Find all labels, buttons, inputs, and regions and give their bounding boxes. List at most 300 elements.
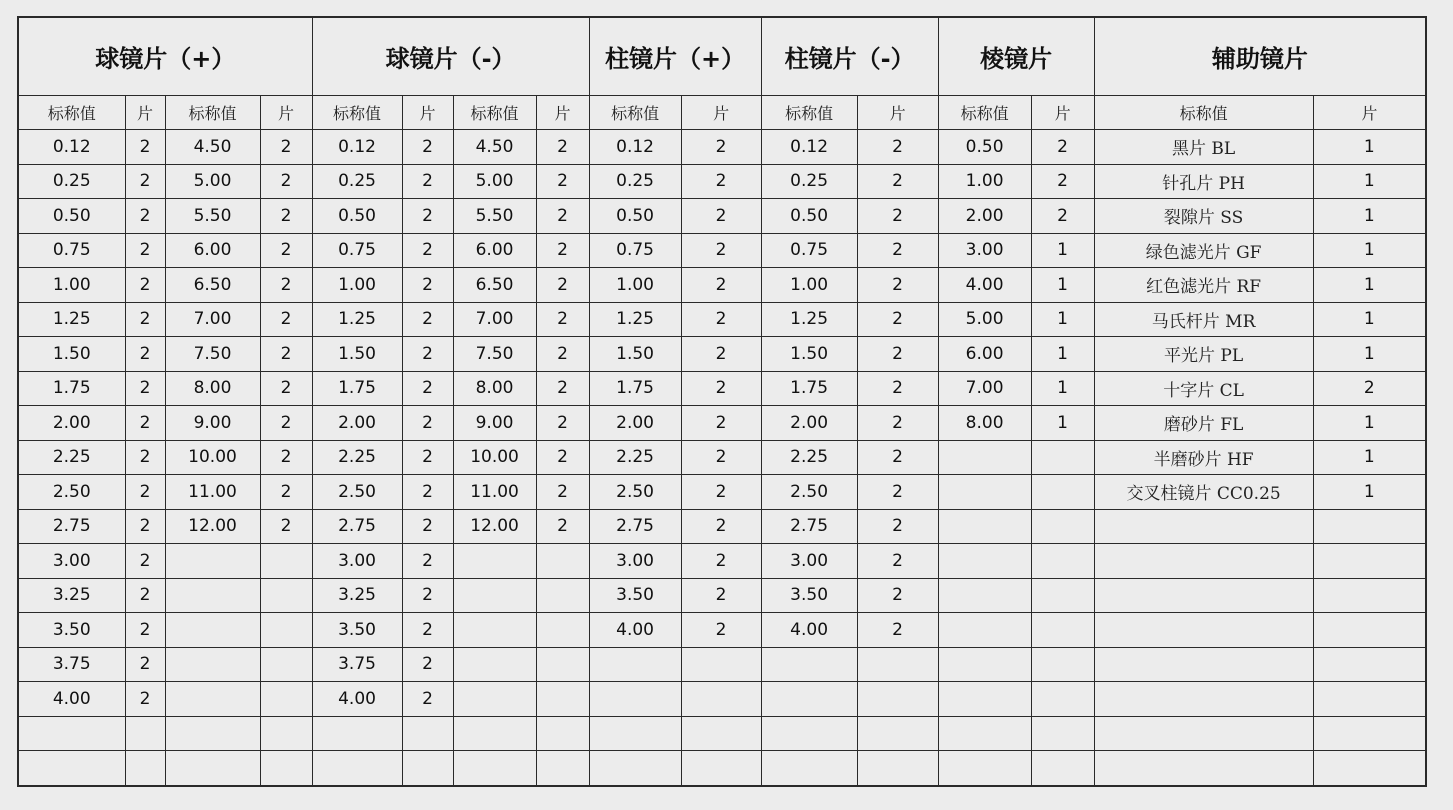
table-cell	[165, 647, 260, 682]
table-cell: 2	[536, 302, 589, 337]
table-cell: 2.75	[589, 509, 681, 544]
table-cell: 2	[402, 682, 453, 717]
table-row	[18, 647, 1426, 682]
table-cell: 7.50	[165, 337, 260, 372]
table-cell: 8.00	[938, 406, 1031, 441]
table-cell: 1.00	[18, 268, 125, 303]
table-cell: 2	[402, 647, 453, 682]
table-cell: 2	[260, 475, 312, 510]
table-cell: 0.50	[312, 199, 402, 234]
table-cell	[1031, 716, 1094, 751]
table-row	[18, 268, 1426, 303]
table-cell: 2	[681, 613, 761, 648]
table-cell	[536, 716, 589, 751]
table-cell	[1031, 647, 1094, 682]
table-cell: 1	[1313, 475, 1426, 510]
table-cell: 2	[125, 302, 165, 337]
table-cell: 0.25	[589, 164, 681, 199]
table-cell: 1	[1313, 130, 1426, 165]
table-cell: 7.00	[165, 302, 260, 337]
table-cell	[536, 682, 589, 717]
table-row	[18, 682, 1426, 717]
table-cell	[1031, 544, 1094, 579]
table-cell: 0.12	[312, 130, 402, 165]
table-cell: 2	[260, 268, 312, 303]
table-cell: 1	[1031, 302, 1094, 337]
table-cell	[938, 544, 1031, 579]
column-header-count: 片	[260, 96, 312, 130]
table-cell: 1	[1031, 233, 1094, 268]
table-cell	[857, 716, 938, 751]
table-cell	[260, 751, 312, 786]
table-cell: 2.75	[761, 509, 857, 544]
table-cell: 2	[125, 130, 165, 165]
table-row	[18, 440, 1426, 475]
table-cell	[453, 682, 536, 717]
table-cell: 1.75	[312, 371, 402, 406]
table-cell	[681, 716, 761, 751]
table-cell: 3.25	[312, 578, 402, 613]
table-cell: 2	[536, 406, 589, 441]
table-cell: 2	[125, 199, 165, 234]
table-cell: 2.25	[18, 440, 125, 475]
table-cell: 1.25	[312, 302, 402, 337]
table-cell: 2	[402, 164, 453, 199]
table-row	[18, 509, 1426, 544]
table-cell: 5.50	[453, 199, 536, 234]
table-cell: 1.25	[589, 302, 681, 337]
table-cell: 2	[857, 440, 938, 475]
table-cell: 8.00	[165, 371, 260, 406]
table-cell: 2	[536, 164, 589, 199]
table-cell: 3.50	[18, 613, 125, 648]
table-cell: 1	[1313, 233, 1426, 268]
table-cell: 7.00	[453, 302, 536, 337]
column-header-nominal: 标称值	[589, 96, 681, 130]
table-row	[18, 130, 1426, 165]
table-cell: 2	[402, 233, 453, 268]
table-cell	[1094, 716, 1313, 751]
table-cell: 6.50	[453, 268, 536, 303]
table-cell	[1094, 509, 1313, 544]
table-cell	[536, 613, 589, 648]
table-cell: 十字片 CL	[1094, 371, 1313, 406]
table-cell: 5.50	[165, 199, 260, 234]
table-cell: 1.00	[938, 164, 1031, 199]
table-cell: 2	[681, 406, 761, 441]
table-cell	[18, 751, 125, 786]
table-cell: 2	[681, 233, 761, 268]
table-row	[18, 406, 1426, 441]
table-cell	[589, 682, 681, 717]
table-cell: 1.75	[589, 371, 681, 406]
table-cell: 2	[681, 440, 761, 475]
table-cell: 1	[1313, 302, 1426, 337]
table-cell: 1.50	[589, 337, 681, 372]
table-cell	[681, 751, 761, 786]
group-header-row	[18, 17, 1426, 96]
table-cell: 4.00	[938, 268, 1031, 303]
column-header-count: 片	[857, 96, 938, 130]
table-cell	[589, 647, 681, 682]
table-cell: 1	[1031, 268, 1094, 303]
table-cell: 2.00	[589, 406, 681, 441]
table-cell: 2	[681, 509, 761, 544]
table-cell: 5.00	[165, 164, 260, 199]
table-cell: 3.00	[761, 544, 857, 579]
table-cell: 1.25	[18, 302, 125, 337]
table-cell: 2	[125, 406, 165, 441]
table-cell	[938, 475, 1031, 510]
table-cell: 7.50	[453, 337, 536, 372]
table-cell	[453, 716, 536, 751]
table-cell: 交叉柱镜片 CC0.25	[1094, 475, 1313, 510]
table-cell	[589, 716, 681, 751]
group-header: 球镜片（-）	[312, 17, 589, 96]
table-cell: 4.50	[165, 130, 260, 165]
table-cell: 半磨砂片 HF	[1094, 440, 1313, 475]
table-cell	[938, 647, 1031, 682]
table-cell	[1313, 613, 1426, 648]
table-cell	[1031, 475, 1094, 510]
table-cell	[938, 751, 1031, 786]
table-cell	[857, 647, 938, 682]
table-cell: 2	[857, 337, 938, 372]
group-header: 球镜片（+）	[18, 17, 312, 96]
table-cell: 2.50	[761, 475, 857, 510]
table-cell: 2	[1031, 130, 1094, 165]
table-cell	[1094, 682, 1313, 717]
table-cell: 2	[857, 578, 938, 613]
table-cell: 绿色滤光片 GF	[1094, 233, 1313, 268]
table-cell	[1031, 578, 1094, 613]
table-cell: 2	[260, 164, 312, 199]
table-row	[18, 716, 1426, 751]
table-cell	[453, 751, 536, 786]
group-header: 辅助镜片	[1094, 17, 1426, 96]
table-row	[18, 199, 1426, 234]
table-cell: 8.00	[453, 371, 536, 406]
table-cell: 2	[857, 164, 938, 199]
table-cell: 2.00	[761, 406, 857, 441]
table-cell: 0.50	[938, 130, 1031, 165]
table-cell: 1	[1031, 371, 1094, 406]
table-cell: 2.00	[312, 406, 402, 441]
column-header-nominal: 标称值	[938, 96, 1031, 130]
table-cell: 3.50	[312, 613, 402, 648]
table-cell	[681, 647, 761, 682]
table-cell	[938, 613, 1031, 648]
table-cell	[260, 716, 312, 751]
table-cell: 针孔片 PH	[1094, 164, 1313, 199]
table-cell: 2.50	[312, 475, 402, 510]
table-cell: 1.00	[312, 268, 402, 303]
table-cell	[938, 682, 1031, 717]
table-cell	[938, 578, 1031, 613]
table-cell: 2	[536, 475, 589, 510]
table-cell: 2	[125, 371, 165, 406]
table-cell: 0.75	[18, 233, 125, 268]
trial-lens-table	[17, 16, 1427, 787]
table-cell: 2	[1031, 164, 1094, 199]
table-cell	[165, 682, 260, 717]
table-cell: 2.50	[589, 475, 681, 510]
table-row	[18, 302, 1426, 337]
table-cell: 2	[125, 544, 165, 579]
table-cell: 2	[681, 164, 761, 199]
table-cell: 1	[1313, 268, 1426, 303]
table-cell: 1.50	[312, 337, 402, 372]
table-cell	[125, 751, 165, 786]
table-cell	[402, 716, 453, 751]
table-cell: 2	[260, 440, 312, 475]
table-cell	[1031, 613, 1094, 648]
table-cell: 2	[681, 337, 761, 372]
table-cell: 2	[402, 406, 453, 441]
group-header: 柱镜片（+）	[589, 17, 761, 96]
column-header-count: 片	[1313, 96, 1426, 130]
table-cell	[938, 716, 1031, 751]
table-cell	[1031, 682, 1094, 717]
table-cell	[1094, 544, 1313, 579]
table-cell: 1.75	[761, 371, 857, 406]
table-cell: 12.00	[453, 509, 536, 544]
table-cell: 2	[402, 509, 453, 544]
table-cell	[453, 613, 536, 648]
table-cell	[938, 509, 1031, 544]
table-cell: 6.00	[165, 233, 260, 268]
table-cell: 3.50	[589, 578, 681, 613]
table-cell: 2	[260, 233, 312, 268]
table-cell: 9.00	[453, 406, 536, 441]
table-cell: 2	[536, 509, 589, 544]
table-row	[18, 233, 1426, 268]
table-row	[18, 337, 1426, 372]
table-cell	[260, 682, 312, 717]
table-cell	[761, 682, 857, 717]
table-cell	[536, 751, 589, 786]
table-cell: 2	[402, 302, 453, 337]
table-cell: 9.00	[165, 406, 260, 441]
table-row	[18, 751, 1426, 786]
table-cell: 0.75	[312, 233, 402, 268]
table-cell: 裂隙片 SS	[1094, 199, 1313, 234]
column-header-count: 片	[125, 96, 165, 130]
table-cell: 2	[402, 371, 453, 406]
table-cell	[312, 716, 402, 751]
table-cell	[18, 716, 125, 751]
table-cell: 1	[1313, 440, 1426, 475]
table-cell	[857, 751, 938, 786]
table-cell: 1.75	[18, 371, 125, 406]
table-cell	[125, 716, 165, 751]
table-body	[18, 130, 1426, 786]
table-cell: 2	[402, 475, 453, 510]
table-cell: 10.00	[453, 440, 536, 475]
table-cell: 2	[125, 647, 165, 682]
table-cell: 2	[402, 440, 453, 475]
table-cell: 6.00	[938, 337, 1031, 372]
table-cell	[1094, 751, 1313, 786]
table-cell: 2	[857, 199, 938, 234]
table-cell	[260, 578, 312, 613]
table-cell: 2	[536, 199, 589, 234]
table-cell: 2	[857, 268, 938, 303]
table-cell: 2	[125, 475, 165, 510]
table-cell: 2	[260, 199, 312, 234]
table-cell: 2	[681, 475, 761, 510]
table-cell: 2	[125, 337, 165, 372]
column-header-count: 片	[536, 96, 589, 130]
table-cell: 4.00	[761, 613, 857, 648]
table-cell: 2	[536, 337, 589, 372]
table-cell: 3.00	[589, 544, 681, 579]
table-cell	[1313, 682, 1426, 717]
table-cell	[312, 751, 402, 786]
table-cell: 0.50	[18, 199, 125, 234]
table-cell: 3.75	[312, 647, 402, 682]
table-row	[18, 613, 1426, 648]
table-cell: 2	[857, 544, 938, 579]
table-cell: 2	[125, 440, 165, 475]
table-cell: 1	[1313, 199, 1426, 234]
table-cell: 12.00	[165, 509, 260, 544]
table-cell: 1	[1313, 164, 1426, 199]
table-cell: 1	[1313, 337, 1426, 372]
table-cell: 2	[1313, 371, 1426, 406]
table-cell: 2	[857, 233, 938, 268]
table-cell	[165, 544, 260, 579]
table-cell: 2	[125, 233, 165, 268]
table-cell: 2.50	[18, 475, 125, 510]
table-cell: 5.00	[938, 302, 1031, 337]
column-header-nominal: 标称值	[165, 96, 260, 130]
table-cell: 1	[1031, 337, 1094, 372]
table-cell: 2	[125, 509, 165, 544]
table-cell: 2	[1031, 199, 1094, 234]
table-cell: 3.25	[18, 578, 125, 613]
table-cell: 0.12	[589, 130, 681, 165]
table-cell	[402, 751, 453, 786]
table-cell	[1094, 647, 1313, 682]
table-cell: 5.00	[453, 164, 536, 199]
table-cell: 3.00	[312, 544, 402, 579]
table-cell	[1313, 716, 1426, 751]
table-cell	[536, 578, 589, 613]
table-cell: 2	[125, 578, 165, 613]
table-cell: 2	[857, 130, 938, 165]
table-cell	[453, 544, 536, 579]
table-cell	[1313, 647, 1426, 682]
table-cell: 6.50	[165, 268, 260, 303]
table-cell: 4.00	[18, 682, 125, 717]
table-cell: 1.50	[18, 337, 125, 372]
table-cell: 11.00	[165, 475, 260, 510]
table-row	[18, 164, 1426, 199]
table-cell: 2	[260, 337, 312, 372]
column-header-count: 片	[402, 96, 453, 130]
table-cell	[260, 613, 312, 648]
table-cell: 7.00	[938, 371, 1031, 406]
table-cell: 2	[536, 371, 589, 406]
table-cell: 2	[125, 268, 165, 303]
table-row	[18, 475, 1426, 510]
column-header-row	[18, 96, 1426, 130]
table-cell: 平光片 PL	[1094, 337, 1313, 372]
table-cell: 2.00	[938, 199, 1031, 234]
table-cell: 0.50	[589, 199, 681, 234]
table-cell: 4.00	[589, 613, 681, 648]
table-cell: 2	[402, 613, 453, 648]
table-cell: 3.00	[938, 233, 1031, 268]
table-row	[18, 371, 1426, 406]
table-cell: 3.75	[18, 647, 125, 682]
table-cell	[1094, 613, 1313, 648]
table-cell: 2	[125, 682, 165, 717]
table-cell: 2	[536, 130, 589, 165]
table-cell	[761, 751, 857, 786]
table-cell	[761, 716, 857, 751]
table-cell	[260, 647, 312, 682]
table-cell	[1313, 544, 1426, 579]
table-cell: 3.00	[18, 544, 125, 579]
table-cell: 0.75	[761, 233, 857, 268]
table-cell	[589, 751, 681, 786]
table-cell: 2	[681, 371, 761, 406]
table-cell: 0.75	[589, 233, 681, 268]
table-cell: 2	[260, 406, 312, 441]
table-cell: 2	[681, 268, 761, 303]
column-header-nominal: 标称值	[18, 96, 125, 130]
table-cell: 2	[857, 475, 938, 510]
table-cell: 2.75	[18, 509, 125, 544]
table-cell	[453, 647, 536, 682]
table-cell: 4.50	[453, 130, 536, 165]
table-cell: 11.00	[453, 475, 536, 510]
table-cell: 2	[857, 371, 938, 406]
table-cell: 2	[402, 337, 453, 372]
table-cell: 6.00	[453, 233, 536, 268]
table-cell	[1313, 751, 1426, 786]
table-cell: 2	[536, 233, 589, 268]
column-header-count: 片	[681, 96, 761, 130]
table-cell: 0.25	[18, 164, 125, 199]
table-cell: 黑片 BL	[1094, 130, 1313, 165]
table-cell	[1313, 509, 1426, 544]
table-cell: 2	[536, 268, 589, 303]
column-header-nominal: 标称值	[312, 96, 402, 130]
column-header-nominal: 标称值	[761, 96, 857, 130]
table-cell: 1	[1031, 406, 1094, 441]
table-cell: 2	[402, 199, 453, 234]
table-cell: 2	[260, 371, 312, 406]
table-cell	[1031, 509, 1094, 544]
group-header: 棱镜片	[938, 17, 1094, 96]
table-cell: 2	[260, 302, 312, 337]
table-cell	[165, 613, 260, 648]
table-cell: 4.00	[312, 682, 402, 717]
table-cell: 2	[681, 578, 761, 613]
table-cell	[453, 578, 536, 613]
table-cell: 2	[857, 509, 938, 544]
table-cell: 1.00	[589, 268, 681, 303]
table-cell: 2	[260, 130, 312, 165]
table-cell: 磨砂片 FL	[1094, 406, 1313, 441]
table-cell: 0.50	[761, 199, 857, 234]
table-cell: 2	[402, 268, 453, 303]
column-header-count: 片	[1031, 96, 1094, 130]
table-cell: 2	[681, 199, 761, 234]
